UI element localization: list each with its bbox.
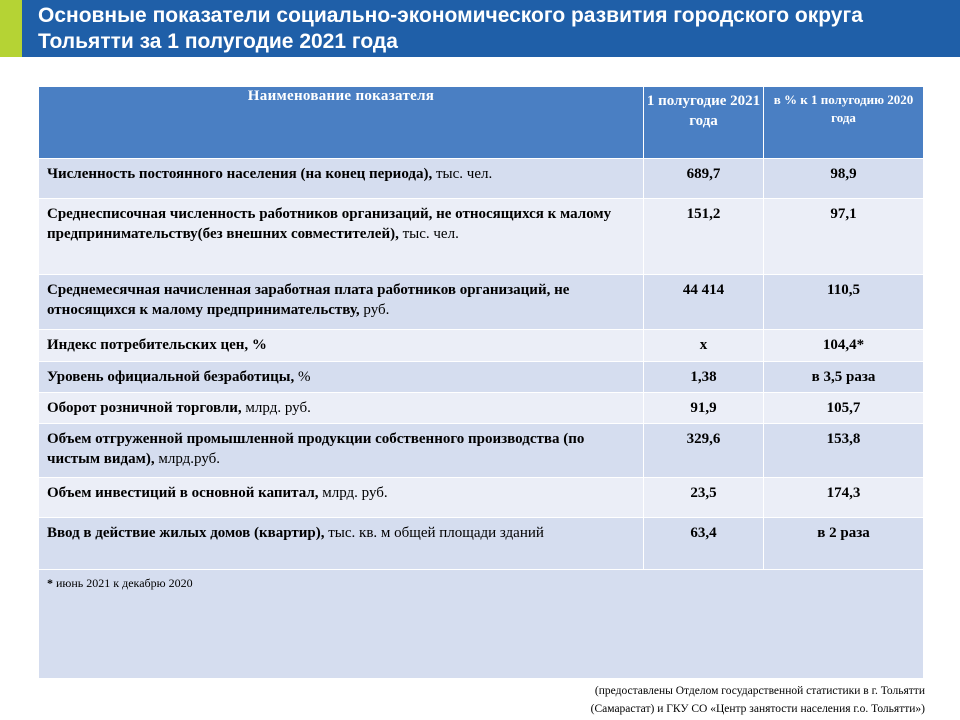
indicator-name: Ввод в действие жилых домов (квартир), bbox=[47, 525, 325, 541]
indicator-name: Оборот розничной торговли, bbox=[47, 400, 242, 416]
column-header-name: Наименование показателя bbox=[39, 87, 644, 159]
row-value: 329,6 bbox=[644, 424, 764, 478]
row-label bbox=[39, 159, 644, 199]
indicator-unit: млрд.руб. bbox=[154, 451, 221, 467]
row-percent: 98,9 bbox=[764, 159, 924, 199]
row-percent: 153,8 bbox=[764, 424, 924, 478]
source-line-2: (Самарастат) и ГКУ СО «Центр занятости населения г.о. Тольятти») bbox=[590, 703, 925, 715]
table-header-row bbox=[39, 87, 924, 159]
footnote bbox=[39, 570, 924, 679]
row-value: х bbox=[644, 330, 764, 362]
row-value: 1,38 bbox=[644, 362, 764, 393]
table-row bbox=[39, 159, 924, 199]
indicator-unit: тыс. кв. м общей площади зданий bbox=[324, 525, 544, 541]
indicator-name: Уровень официальной безработицы, bbox=[47, 369, 295, 385]
row-percent: в 3,5 раза bbox=[764, 362, 924, 393]
row-percent: 97,1 bbox=[764, 199, 924, 275]
indicator-name: Индекс потребительских цен, % bbox=[47, 337, 267, 353]
table-row bbox=[39, 478, 924, 518]
row-percent: 174,3 bbox=[764, 478, 924, 518]
row-label bbox=[39, 478, 644, 518]
row-label bbox=[39, 199, 644, 275]
table-row bbox=[39, 424, 924, 478]
indicator-name: Среднесписочная численность работников организаций, не относящихся к малому предпринимательству(без внешних совместителей), bbox=[47, 206, 612, 242]
row-value: 689,7 bbox=[644, 159, 764, 199]
page-title: Основные показатели социально-экономического развития городского округа Тольятти за 1 полугодие 2021 года bbox=[38, 4, 863, 53]
indicator-unit: млрд. руб. bbox=[241, 400, 311, 416]
header-accent-stripe bbox=[0, 0, 22, 57]
indicator-unit: % bbox=[294, 369, 311, 385]
row-percent: в 2 раза bbox=[764, 518, 924, 570]
row-label bbox=[39, 275, 644, 330]
row-label bbox=[39, 362, 644, 393]
row-value: 23,5 bbox=[644, 478, 764, 518]
row-label bbox=[39, 330, 644, 362]
table-row bbox=[39, 330, 924, 362]
row-value: 151,2 bbox=[644, 199, 764, 275]
source-note bbox=[520, 682, 925, 718]
indicator-name: Объем отгруженной промышленной продукции собственного производства (по чистым видам), bbox=[47, 431, 585, 467]
row-percent: 105,7 bbox=[764, 393, 924, 424]
column-header-value: 1 полугодие 2021 года bbox=[644, 87, 764, 159]
indicators-table bbox=[38, 86, 924, 679]
indicator-name: Объем инвестиций в основной капитал, bbox=[47, 485, 319, 501]
table-row bbox=[39, 275, 924, 330]
indicator-unit: руб. bbox=[359, 302, 390, 318]
indicator-name: Среднемесячная начисленная заработная плата работников организаций, не относящихся к малому предпринимательству, bbox=[47, 282, 570, 318]
row-label bbox=[39, 518, 644, 570]
row-label bbox=[39, 393, 644, 424]
row-value: 44 414 bbox=[644, 275, 764, 330]
footnote-row bbox=[39, 570, 924, 679]
footnote-text: июнь 2021 к декабрю 2020 bbox=[53, 576, 193, 590]
table-row bbox=[39, 518, 924, 570]
row-label bbox=[39, 424, 644, 478]
footnote-mark: * bbox=[47, 576, 53, 590]
row-value: 91,9 bbox=[644, 393, 764, 424]
column-header-percent: в % к 1 полугодию 2020 года bbox=[764, 87, 924, 159]
table-row bbox=[39, 199, 924, 275]
indicator-name: Численность постоянного населения (на конец периода), bbox=[47, 166, 433, 182]
source-line-1: (предоставлены Отделом государственной статистики в г. Тольятти bbox=[594, 685, 925, 697]
row-value: 63,4 bbox=[644, 518, 764, 570]
table-row bbox=[39, 393, 924, 424]
indicator-unit: тыс. чел. bbox=[398, 226, 459, 242]
row-percent: 104,4* bbox=[764, 330, 924, 362]
indicator-unit: млрд. руб. bbox=[318, 485, 388, 501]
header-bar bbox=[0, 0, 960, 57]
row-percent: 110,5 bbox=[764, 275, 924, 330]
indicator-unit: тыс. чел. bbox=[432, 166, 493, 182]
table-row bbox=[39, 362, 924, 393]
